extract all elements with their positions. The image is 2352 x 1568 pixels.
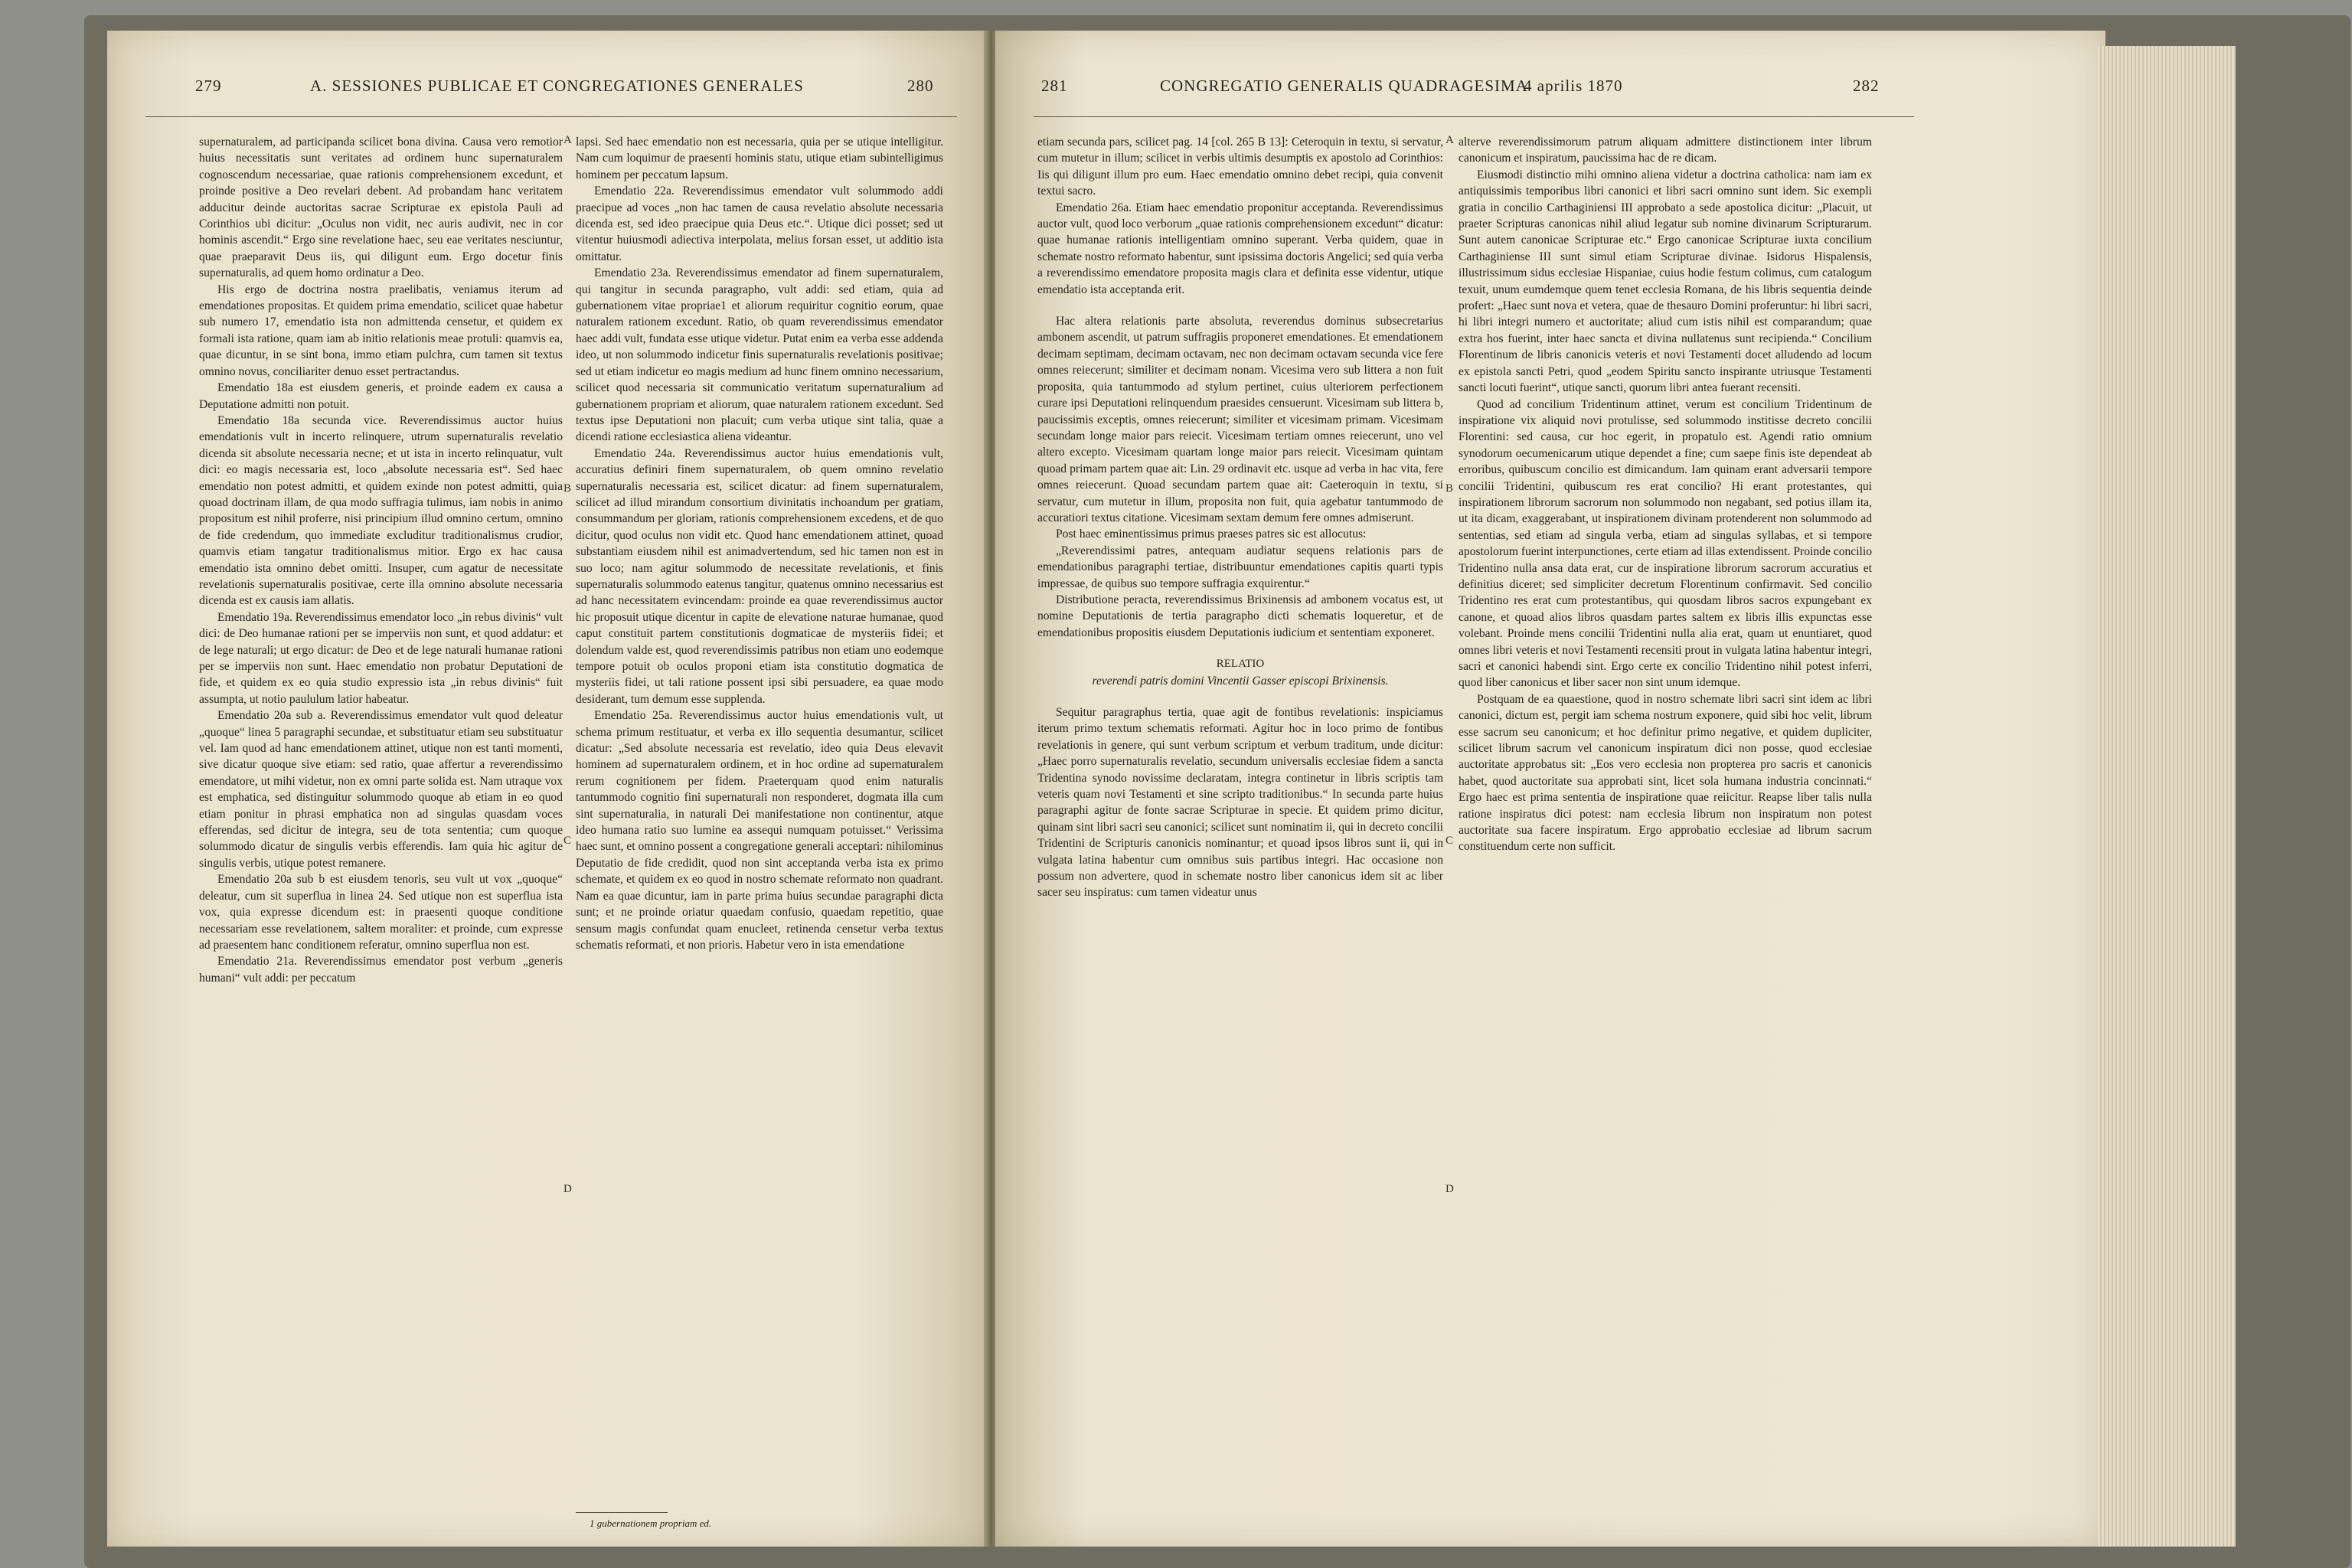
right-page: [995, 31, 2105, 1547]
paragraph: reverendi patris domini Vincentii Gasser episcopi Brixinensis.: [1092, 674, 1389, 688]
right-running-head: [995, 77, 2105, 107]
header-rule: [1034, 116, 1914, 117]
header-date: 4 aprilis 1870: [1524, 77, 1623, 95]
right-column-1: [1037, 134, 1443, 901]
paragraph: Emendatio 25a. Reverendissimus auctor huius emendationis vult, ut schema primum restituatur, et verba ex illo sequentia desumantur, scilicet dicatur: „Sed absolute necessaria est revelatio, ideo quia Deus elevavit hominem ad supernaturalem ordinem, et in hoc ordine ad supernaturalem rerum cognitionem per fidem. Praeterquam quod enim naturalis tantummodo cognitio fini supernaturali non responderet, dogmata illa cum sint supernaturalia, in naturali Dei manifestatione non continentur, atque ideo humana ratio suo lumine ea assequi numquam potuisset.“ Verissima haec sunt, et omnino possent a congregatione generali acceptari: nihilominus Deputatio de fide credidit, quod non sint acceptanda verba ista ex primo schemate, et quidem ex eo quod in nostro schemate reformato non quadrant. Nam ea quae dicuntur, iam in parte prima huius secundae paragraphi dicta sunt; et ne proinde oriatur quaedam confusio, quaedam repetitio, quae sensum magis confundat quam enucleet, retinenda censetur verba textus schematis reformati, et non prioris. Habetur vero in ista emendatione: [576, 709, 943, 952]
paragraph: etiam secunda pars, scilicet pag. 14 [col. 265 B 13]: Ceteroquin in textu, si servatur, cum mutetur in illum; scilicet in verbis ultimis desumptis ex apostolo ad Corinthios: Iis qui diligunt illum pro eum. Haec emendatio omnino debet recipi, quia convenit textui sacro.: [1037, 136, 1443, 198]
footnote: 1 gubernationem propriam ed.: [590, 1517, 712, 1529]
margin-marker: C: [1446, 835, 1454, 847]
paragraph: Distributione peracta, reverendissimus Brixinensis ad ambonem vocatus est, ut nomine Deputationis de tertia paragrapho dicti schematis loqueretur, et de emendationibus propositis eiusdem Deputationis iudicium et sententiam exponeret.: [1037, 593, 1443, 639]
paragraph: „Reverendissimi patres, antequam audiatur sequens relationis pars de emendationibus paragraphi tertiae, distribuuntur emendationes capitis quarti typis impressae, de quibus suo tempore suffragia exquirentur.“: [1037, 544, 1443, 590]
left-page: [107, 31, 988, 1547]
left-running-head: [107, 77, 988, 107]
paragraph: Post haec eminentissimus primus praeses patres sic est allocutus:: [1056, 528, 1367, 541]
left-column-1: [199, 134, 563, 986]
margin-marker: D: [1446, 1183, 1454, 1195]
paragraph: Sequitur paragraphus tertia, quae agit de fontibus revelationis: inspiciamus iterum primo textum schematis reformati. Agitur hoc in loco primo de fontibus revelationis in genere, qui sunt verbum scriptum et verbum traditum, unde dicitur: „Haec porro supernaturalis revelatio, secundum universalis ecclesiae fidem a sancta Tridentina synodo novissime declaratam, integra continetur in libris scriptis tam veteris quam novi Testamenti et sine scripto traditionibus.“ In secunda parte huius paragraphi agitur de fonte sacrae Scripturae in specie. Et quidem primo dicitur, quinam sint libri sacri seu canonici; scilicet sunt nominatim ii, qui in decreto concilii Tridentini de Scripturis canonicis nominantur; et quoad ipsos libros sunt ii, qui in vulgata latina habentur cum omnibus suis partibus integri. Hac occasione non possum non advertere, quod in schemate nostro liber canonicus idem sit ac liber sacer seu inspiratus: cum tamen videatur unus: [1037, 706, 1443, 900]
left-column-2: [576, 134, 943, 953]
page-number: 279: [195, 77, 222, 95]
header-rule: [145, 116, 957, 117]
right-column-2: [1459, 134, 1872, 855]
page-number: 282: [1853, 77, 1880, 95]
paragraph: Emendatio 23a. Reverendissimus emendator ad finem supernaturalem, qui tangitur in secunda paragrapho, vult addi: sed etiam, quia ad gubernationem vitae propriae1 et aliorum requiritur cognitio eorum, quae naturalem rationem excedunt. Ratio, ob quam reverendissimus emendator haec addi vult, fundata esse utique videtur. Putat enim ea verba esse addenda ideo, ut non solummodo indicetur finis supernaturalis revelationis positivae; sed ut etiam indicetur eo magis medium ad hunc finem omnino necessarium, scilicet quod necessaria sit communicatio veritatum supernaturalium ad gubernationem propriam et aliorum, quae naturalem rationem excedunt. Sed textus ipse Deputationi non placuit; cum verba utique sint talia, quae a dicendi ratione ecclesiastica aliena videantur.: [576, 266, 943, 444]
paragraph: Emendatio 18a est eiusdem generis, et proinde eadem ex causa a Deputatione admitti non potuit.: [199, 381, 563, 411]
paragraph: Postquam de ea quaestione, quod in nostro schemate libri sacri sint idem ac libri canonici, dictum est, pergit iam schema nostrum exponere, quid sibi hoc velit, librum esse sacrum seu canonicum; et hoc definitur primo negative, et quidem dupliciter, scilicet librum sacrum vel canonicum inspiratum dici non posse, quod ecclesiae auctoritate approbatus sit: „Eos vero ecclesia non propterea pro sacris et canonicis habet, quod auctoritate sua approbati sint, licet sola humana industria concinnati.“ Ergo haec est prima sententia de inspiratione quae reiicitur. Reapse liber talis nulla ratione inspiratus dici potest: nam ecclesia librum non inspiratum non potest auctoritate sua facere inspiratum. Ergo approbatio ecclesiae ad librum sacrum constituendum certe non sufficit.: [1459, 692, 1872, 854]
page-edges: [2098, 46, 2236, 1547]
margin-marker: C: [564, 835, 572, 847]
paragraph: Emendatio 26a. Etiam haec emendatio proponitur acceptanda. Reverendissimus auctor vult, quod loco verborum „quae rationis comprehensionem excedunt“ dicatur: quae humanae rationis intelligentiam omnino superant. Verba quidem, quae in schemate nostro reformato habentur, sunt ipsissima doctoris Angelici; sed quia verba a reverendissimo emendatore proposita magis clara et definita esse videntur, utique emendatio ista acceptanda erit.: [1037, 201, 1443, 296]
paragraph: RELATIO: [1216, 658, 1265, 671]
paragraph: Hac altera relationis parte absoluta, reverendus dominus subsecretarius ambonem ascendit, ut patrum suffragiis proponeret emendationes. Et emendationem decimam septimam, decimam octavam, nec non decimam octavam secunda vice fere omnes reiecerunt; similiter et decimam nonam. Vicesima vero sub littera a non fuit proposita, quia tantummodo ad stylum pertinet, cuius ulteriorem perfectionem curare ipsi Deputationi relinquendum praesides censuerunt. Vicesimam sub littera b, paucissimis exceptis, omnes reiecerunt; similiter et vicesimam primam. Vicesimam secundam longe maior pars reiecit. Vicesimam tertiam omnes reiecerunt, uno vel altero excepto. Vicesimam quartam longe maior pars reiecit. Vicesimam quintam quoad primam partem quae ait: Lin. 29 ordinavit etc. usque ad verba in hac vita, fere omnes reiecerunt. Quoad secundam partem quae ait: Caeteroquin in textu, si servatur, cum mutetur in illum, proposita non fuit, quia agebatur tantummodo de accuratiori textus citatione. Vicesimam sextam demum fere omnes admiserunt.: [1037, 315, 1443, 524]
paragraph: supernaturalem, ad participanda scilicet bona divina. Causa vero remotior huius necessitatis sunt veritates ad ordinem hunc supernaturalem cognoscendum necessariae, quae rationis comprehensionem excedunt, et proinde positive a Deo revelari debent. Ad probandam hanc veritatem adducitur deinde auctoritas sacrae Scripturae ex epistola Pauli ad Corinthios ubi dicitur: „Oculus non vidit, nec auris audivit, nec in cor hominis ascendit.“ Ergo sine revelatione haec, seu eae veritates nesciuntur, quae praeparavit Deus iis, qui diligunt eum. Ergo docetur finis supernaturalis, ad quem homo ordinatur a Deo.: [199, 136, 563, 280]
paragraph: His ergo de doctrina nostra praelibatis, veniamus iterum ad emendationes propositas. Et quidem prima emendatio, scilicet quae habetur sub numero 17, emendatio ista non admittenda censetur, et quidem ex formali ista ratione, quam iam ab initio relationis meae protuli: quamvis ea, quae dicuntur, in se sint bona, immo etiam pulchra, cum tamen sit textus omnino novus, conciliariter denuo esset pertractandus.: [199, 283, 563, 378]
running-title: A. SESSIONES PUBLICAE ET CONGREGATIONES GENERALES: [310, 77, 804, 95]
margin-marker: A: [564, 134, 572, 146]
paragraph: lapsi. Sed haec emendatio non est necessaria, quia per se utique intelligitur. Nam cum loquimur de praesenti hominis statu, utique etiam subintelligimus hominem per peccatum lapsum.: [576, 136, 943, 181]
page-number: 280: [907, 77, 934, 95]
margin-marker: D: [564, 1183, 572, 1195]
margin-marker: B: [564, 482, 572, 495]
running-title: CONGREGATIO GENERALIS QUADRAGESIMA: [1160, 77, 1528, 95]
page-number: 281: [1041, 77, 1068, 95]
paragraph: Emendatio 22a. Reverendissimus emendator vult solummodo addi praecipue ad voces „non hac tamen de causa revelatio absolute necessaria dicenda est, sed ideo praecipue quia Deus etc.“. Utique dici posset; sed ut vitentur huiusmodi adiectiva interpolata, melius forsan esset, ut additio ista omittatur.: [576, 185, 943, 263]
margin-marker: B: [1446, 482, 1454, 495]
paragraph: Emendatio 20a sub b est eiusdem tenoris, seu vult ut vox „quoque“ deleatur, cum sit superflua in linea 24. Sed utique non est superflua ista vox, quia expresse dicendum est: in praesenti quoque conditione necessariam esse revelationem, saltem moraliter: et proinde, cum expresse ad praesentem hanc conditionem referatur, omnino superflua non est.: [199, 873, 563, 952]
paragraph: alterve reverendissimorum patrum aliquam admittere distinctionem inter librum canonicum et inspiratum, paucissima hac de re dicam.: [1459, 136, 1872, 165]
paragraph: Eiusmodi distinctio mihi omnino aliena videtur a doctrina catholica: nam iam ex antiquissimis temporibus libri canonici et libri sacri omnino sunt idem. Sic exempli gratia in concilio Carthaginiensi III approbato a sede apostolica dicitur: „Placuit, ut praeter Scripturas canonicas nihil aliud legatur sub nomine divinarum Scripturarum. Sunt autem canonicae Scripturae etc.“ Ergo canonicae Scripturae iuxta concilium Carthaginiense III sunt simul etiam Scripturae divinae. Isidorus Hispalensis, illustrissimum sidus ecclesiae Hispaniae, cuius hodie festum colimus, cum catalogum texuit, unum eumdemque quem tenet ecclesia Romana, de his libris sequentia deinde profert: „Haec sunt nova et vetera, quae de thesauro Domini proferuntur: hi libri sacri, hi libri integri numero et auctoritate; aliud cum istis nihil est comparandum; quae extra hos fuerint, inter haec sancta et divina nullatenus sunt recipienda.“ Concilium Florentinum de libris canonicis veteris et novi Testamenti docet alludendo ad locum ex epistola sancti Petri, quod „eodem Spiritu sancto inspirante utriusque Testamenti sancti locuti fuerint“, utique sancti, quorum libri antea fuerant recensiti.: [1459, 168, 1872, 395]
margin-marker: A: [1446, 134, 1454, 146]
paragraph: Emendatio 20a sub a. Reverendissimus emendator vult quod deleatur „quoque“ linea 5 paragraphi secundae, et substituatur etiam seu substituatur vel. Iam quod ad hanc emendationem attinet, utique non est tanti momenti, sive dicatur quoque sive etiam: sed ratio, quae affertur a reverendissimo emendatore, ut mihi videtur, non ex omni parte solida est. Nam utraque vox est emphatica, sed distinguitur solummodo quoque ab etiam in eo quod etiam ponitur in phrasi emphatica non ad singulas quasdam voces efferendas, sed dicitur de integra, seu de tota sententia; cum quoque solummodo dicatur de singulis verbis efferendis. Iam quia hic agitur de singulis verbis, utique potest remanere.: [199, 709, 563, 870]
paragraph: Emendatio 21a. Reverendissimus emendator post verbum „generis humani“ vult addi: per peccatum: [199, 955, 563, 985]
footnote-rule: [576, 1512, 668, 1513]
paragraph: Emendatio 19a. Reverendissimus emendator loco „in rebus divinis“ vult dici: de Deo humanae rationi per se imperviis non sunt, et quod addatur: et de lege naturali; ut ergo dicatur: de Deo et de lege naturali humanae rationi per se imperviis non sunt. Haec emendatio non probatur Deputationi de fide, et quidem ex eo quia studio expressio ista „in rebus divinis“ fuit assumpta, ut notio paululum latior habeatur.: [199, 610, 563, 706]
paragraph: Emendatio 18a secunda vice. Reverendissimus auctor huius emendationis vult in incerto relinquere, utrum supernaturalis revelatio dicenda sit absolute necessaria necne; et ut ista in incerto relinquatur, vult dici: eo magis necessaria est, loco „absolute necessaria est“. Sed haec emendatio non potest admitti, et quidem exinde non potest admitti, quia quoad doctrinam illam, de qua modo suffragia tulimus, iam nobis in animo propositum est nihil proferre, nisi principium illud omnino certum, omnino de fide credendum, quo immediate excluditur traditionalismus crudior, quamvis etiam tangatur traditionalismus mitior. Ergo ex hac causa emendatio ista omnino debet omitti. Insuper, cum agatur de necessitate revelationis supernaturalis positivae, certe illa omnino absolute necessaria dicenda est ex causis iam allatis.: [199, 413, 563, 608]
paragraph: Quod ad concilium Tridentinum attinet, verum est concilium Tridentinum de inspiratione vix aliquid novi protulisse, sed solummodo institisse decreto concilii Florentini: sed causa, cur hoc egerit, in propatulo est. Agendi ratio omnium synodorum oecumenicarum utique dependet a fine; cum saepe finis iste dependeat ab erroribus, quibuscum concilio est dimicandum. Iam quinam erant adversarii tempore concilii Tridentini, quibuscum res erat concilio? Hi erant protestantes, qui inspirationem librorum sacrorum non solummodo non negabant, sed potius illam ita, ut ita dicam, exaggerabant, ut inspirationem divinam protenderent non solummodo ad sententias, sed etiam ad singula verba, etiam ad singulas syllabas, et si tempore apostolorum fuerint interpunctiones, certe etiam ad illas extendissent. Proinde concilio Tridentino nulla ansa data erat, cur de inspiratione librorum sacrorum accuratius et definitius diceret; sed simpliciter decretum Florentinum confirmavit. Sed concilio Tridentino res erat cum protestantibus, qui quosdam libros sacros expungebant ex canone, et quoad alios libros quasdam partes saltem ex libris illis expunctas esse volebant. Proinde mens concilii Tridentini nulla alia erat, quam ut enuntiaret, quod omnes libri veteris et novi Testamenti recensiti prout in vulgata latina habentur integri, sacri et canonici habendi sint. Ergo certe ex concilio Tridentino nihil potest inferri, quod liber canonicus et liber sacer non sint unum idemque.: [1459, 397, 1873, 690]
paragraph: Emendatio 24a. Reverendissimus auctor huius emendationis vult, accuratius definiri finem supernaturalem, ob quem omnino revelatio supernaturalis necessaria est, scilicet dicatur: ad finem supernaturalem, scilicet ad illud mirandum consortium divinitatis inchoandum per gratiam, consummandum per gloriam, rationis comprehensionem excedens, et de quo dicitur, quod oculus non vidit etc. Quod hanc emendationem attinet, quoad substantiam eiusdem nihil est animadvertendum, sed hic tamen non est in suo loco; nam agitur solummodo de necessitate revelationis, et finis supernaturalis solummodo eatenus tangitur, quatenus omnino necessarius est ad hanc necessitatem evincendam: proinde ea quae reverendissimus auctor hic proposuit utique dicentur in capite de elevatione naturae humanae, quod caput constituit partem constitutionis dogmaticae de mysteriis fidei; et dolendum valde est, quod reverendissimis patribus non etiam uno eodemque tempore potuit ob oculos proponi etiam ista constitutio dogmatica de mysteriis fidei, ut tali ratione possent ipsi sibi persuadere, ea quae modo desiderant, tum demum esse supplenda.: [576, 446, 943, 706]
